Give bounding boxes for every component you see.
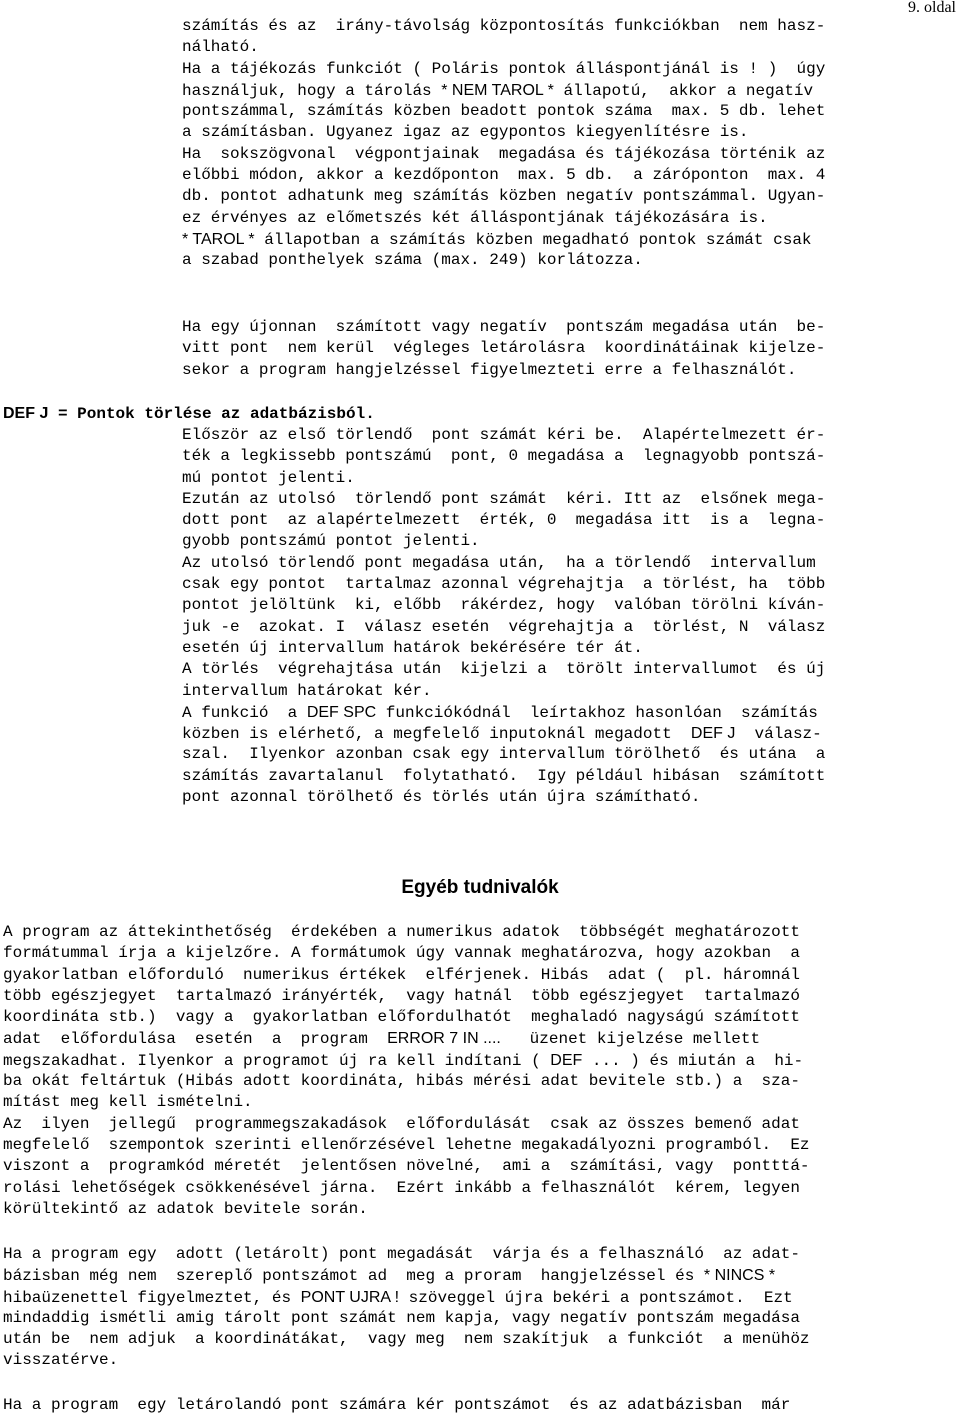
text-line bbox=[3, 1265, 935, 1286]
text-line bbox=[3, 1329, 935, 1350]
keyword: PONT UJRA ! bbox=[300, 1288, 400, 1306]
text-run: intervallum határokat kér. bbox=[182, 681, 432, 700]
text-line bbox=[3, 1244, 935, 1265]
text-run: megfelelő szempontok szerinti ellenőrzésével lehetne megakadályozni programból. Ez bbox=[3, 1135, 810, 1154]
text-line bbox=[182, 681, 934, 702]
text-run: körültekintő az adatok bevitele során. bbox=[3, 1199, 368, 1218]
section-heading: Egyéb tudnivalók bbox=[401, 877, 559, 898]
text-run: Az utolsó törlendő pont megadása után, ha a törlendő intervallum bbox=[182, 553, 816, 572]
text-line bbox=[182, 101, 934, 122]
text-line bbox=[3, 1178, 935, 1199]
text-run: formátummal írja a kijelzőre. A formátumok úgy vannak meghatározva, hogy azokban a bbox=[3, 944, 800, 963]
text-run: gyobb pontszámú pontot jelenti. bbox=[182, 532, 480, 551]
text-run: mú pontot jelenti. bbox=[182, 468, 355, 487]
text-line bbox=[182, 638, 934, 659]
keyword: * NINCS * bbox=[703, 1267, 776, 1285]
text-run: szöveggel újra bekéri a pontszámot. Ezt bbox=[399, 1288, 793, 1307]
text-run: válasz- bbox=[735, 725, 822, 744]
text-run: üzenet kijelzése mellett bbox=[500, 1030, 761, 1049]
text-run: Ha a program egy letárolandó pont számára kér pontszámot és az adatbázisban már bbox=[3, 1396, 791, 1414]
text-run: pont azonnal törölhető és törlés után újra számítható. bbox=[182, 788, 701, 807]
text-run: ték a legkissebb pontszámú pont, 0 megadása a legnagyobb pontszá- bbox=[182, 447, 826, 466]
defj-heading bbox=[3, 403, 935, 424]
text-line bbox=[182, 425, 934, 446]
text-line bbox=[3, 1114, 935, 1135]
paragraph-egyeb bbox=[3, 922, 935, 1220]
defj-keycode: DEF J bbox=[3, 405, 49, 422]
paragraph-uj-pont bbox=[182, 317, 934, 381]
text-line bbox=[182, 37, 934, 58]
text-run: nálható. bbox=[182, 38, 259, 57]
text-run: számítás és az irány-távolság központosítás funkciókban nem hasz- bbox=[182, 17, 826, 35]
defj-title: = Pontok törlése az adatbázisból. bbox=[48, 405, 375, 423]
text-line bbox=[182, 659, 934, 680]
text-run: esetén új intervallum határok bekérésére tér át. bbox=[182, 638, 643, 657]
text-run: pontot jelöltünk ki, előbb rákérdez, hogy valóban törölni kíván- bbox=[182, 596, 826, 615]
text-line bbox=[3, 1007, 935, 1028]
text-run: mítást meg kell ismételni. bbox=[3, 1093, 253, 1112]
text-run: juk -e azokat. I válasz esetén végrehajtja a törlést, N válasz bbox=[182, 617, 826, 636]
text-run: gyakorlatban előforduló numerikus értékek elférjenek. Hibás adat ( pl. háromnál bbox=[3, 965, 800, 984]
text-line bbox=[3, 1308, 935, 1329]
text-line bbox=[3, 922, 935, 943]
text-line bbox=[3, 1350, 935, 1371]
paragraph-torles bbox=[182, 425, 934, 808]
text-line bbox=[3, 1028, 935, 1049]
text-run: előbbi módon, akkor a kezdőponton max. 5 db. a záróponton max. 4 bbox=[182, 166, 826, 185]
keyword: ERROR 7 IN .... bbox=[387, 1030, 501, 1048]
keyword: * TAROL * bbox=[182, 230, 255, 248]
text-run: Ha a program egy adott (letárolt) pont megadását várja és a felhasználó az adat- bbox=[3, 1245, 800, 1263]
paragraph-tajekozas bbox=[182, 16, 934, 272]
text-run: számítás zavartalanul folytatható. Igy például hibásan számított bbox=[182, 766, 826, 785]
text-line bbox=[182, 531, 934, 552]
text-line bbox=[182, 744, 934, 765]
text-line bbox=[182, 208, 934, 229]
text-line bbox=[182, 317, 934, 338]
text-run: Ha egy újonnan számított vagy negatív pontszám megadása után be- bbox=[182, 318, 826, 336]
text-run: a szabad ponthelyek száma (max. 249) korlátozza. bbox=[182, 251, 643, 270]
text-line bbox=[182, 165, 934, 186]
text-run: Ha a tájékozás funkciót ( Poláris pontok álláspontjánál is ! ) úgy bbox=[182, 59, 826, 78]
text-line bbox=[182, 16, 934, 37]
text-line bbox=[182, 553, 934, 574]
text-run: Ha sokszögvonal végpontjainak megadása és tájékozása történik az bbox=[182, 144, 826, 163]
page-number: 9. oldal bbox=[908, 0, 956, 16]
text-line bbox=[182, 250, 934, 271]
text-run: A törlés végrehajtása után kijelzi a törölt intervallumot és új bbox=[182, 660, 826, 679]
text-run: állapotú, akkor a negatív bbox=[553, 81, 814, 100]
text-line bbox=[182, 144, 934, 165]
text-line bbox=[182, 80, 934, 101]
text-run: megszakadhat. Ilyenkor a programot új ra kell indítani ( bbox=[3, 1051, 551, 1070]
text-run: szal. Ilyenkor azonban csak egy intervallum törölhető és utána a bbox=[182, 745, 826, 764]
text-run: hibaüzenettel figyelmeztet, és bbox=[3, 1288, 301, 1307]
keyword: DEF bbox=[550, 1051, 583, 1069]
text-run: A program az áttekinthetőség érdekében a numerikus adatok többségét meghatározott bbox=[3, 923, 800, 941]
text-line bbox=[182, 360, 934, 381]
text-line bbox=[182, 446, 934, 467]
text-run: közben is elérhető, a megfelelő inputoknál megadott bbox=[182, 725, 691, 744]
text-run: A funkció a bbox=[182, 703, 307, 722]
text-run: több egészjegyet tartalmazó irányérték, vagy hatnál több egészjegyet tartalmazó bbox=[3, 986, 800, 1005]
text-run: ... ) és miután a hi- bbox=[582, 1051, 804, 1070]
text-line bbox=[182, 186, 934, 207]
text-run: Ezután az utolsó törlendő pont számát kéri. Itt az elsőnek mega- bbox=[182, 489, 826, 508]
text-run: vitt pont nem kerül végleges letárolásra koordinátáinak kijelze- bbox=[182, 339, 826, 358]
text-line bbox=[182, 723, 934, 744]
text-run: Az ilyen jellegű programmegszakadások előfordulását csak az összes bemenő adat bbox=[3, 1114, 800, 1133]
text-line bbox=[182, 617, 934, 638]
text-run: bázisban még nem szereplő pontszámot ad meg a proram hangjelzéssel és bbox=[3, 1267, 704, 1286]
text-line bbox=[182, 338, 934, 359]
text-line bbox=[3, 1071, 935, 1092]
text-run: csak egy pontot tartalmaz azonnal végrehajtja a törlést, ha több bbox=[182, 575, 826, 594]
text-line bbox=[182, 702, 934, 723]
text-run: ez érvényes az előmetszés két álláspontjának tájékozására is. bbox=[182, 208, 768, 227]
text-run: rolási lehetőségek csökkenésével járna. Ezért inkább a felhasználót kérem, legyen bbox=[3, 1178, 800, 1197]
text-line bbox=[3, 1199, 935, 1220]
text-line bbox=[182, 766, 934, 787]
text-run: funkciókódnál leírtakhoz hasonlóan számítás bbox=[376, 703, 818, 722]
keyword: DEF J bbox=[690, 725, 736, 743]
text-run: visszatérve. bbox=[3, 1351, 119, 1370]
text-run: sekor a program hangjelzéssel figyelmezteti erre a felhasználót. bbox=[182, 360, 797, 379]
text-line bbox=[3, 1135, 935, 1156]
text-run: használjuk, hogy a tárolás bbox=[182, 81, 442, 100]
paragraph-letarolando bbox=[3, 1395, 935, 1416]
keyword: DEF SPC bbox=[306, 703, 377, 721]
text-line bbox=[182, 122, 934, 143]
text-line bbox=[3, 1395, 935, 1416]
text-run: koordináta stb.) vagy a gyakorlatban előfordulhatót meghaladó nagyságú számított bbox=[3, 1008, 800, 1027]
text-line bbox=[182, 595, 934, 616]
text-line bbox=[182, 574, 934, 595]
text-run: adat előfordulása esetén a program bbox=[3, 1030, 388, 1049]
text-run: viszont a programkód méretét jelentősen növelné, ami a számítási, vagy pontttá- bbox=[3, 1157, 810, 1176]
text-line bbox=[3, 1050, 935, 1071]
text-line bbox=[182, 787, 934, 808]
text-line bbox=[182, 468, 934, 489]
text-line bbox=[3, 986, 935, 1007]
text-line bbox=[182, 229, 934, 250]
text-line bbox=[3, 1092, 935, 1113]
text-run: a számításban. Ugyanez igaz az egypontos kiegyenlítésre is. bbox=[182, 123, 749, 142]
text-line bbox=[182, 489, 934, 510]
text-line bbox=[3, 965, 935, 986]
text-line bbox=[3, 1156, 935, 1177]
paragraph-pont-megadas bbox=[3, 1244, 935, 1372]
text-run: dott pont az alapértelmezett érték, 0 megadása itt is a legna- bbox=[182, 511, 826, 530]
text-line bbox=[3, 943, 935, 964]
text-line bbox=[182, 59, 934, 80]
text-run: ba okát feltártuk (Hibás adott koordináta, hibás mérési adat bevitele stb.) a sza- bbox=[3, 1072, 800, 1091]
text-run: Először az első törlendő pont számát kéri be. Alapértelmezett ér- bbox=[182, 426, 826, 444]
text-run: állapotban a számítás közben megadható pontok számát csak bbox=[254, 230, 812, 249]
text-run: után be nem adjuk a koordinátákat, vagy meg nem szakítjuk a funkciót a menühöz bbox=[3, 1330, 810, 1349]
text-line bbox=[182, 510, 934, 531]
text-line bbox=[3, 1287, 935, 1308]
text-run: pontszámmal, számítás közben beadott pontok száma max. 5 db. lehet bbox=[182, 102, 826, 121]
text-run: mindaddig ismétli amig tárolt pont számát nem kapja, vagy negatív pontszám megadása bbox=[3, 1308, 800, 1327]
keyword: * NEM TAROL * bbox=[441, 81, 554, 99]
text-run: db. pontot adhatunk meg számítás közben negatív pontszámmal. Ugyan- bbox=[182, 187, 826, 206]
